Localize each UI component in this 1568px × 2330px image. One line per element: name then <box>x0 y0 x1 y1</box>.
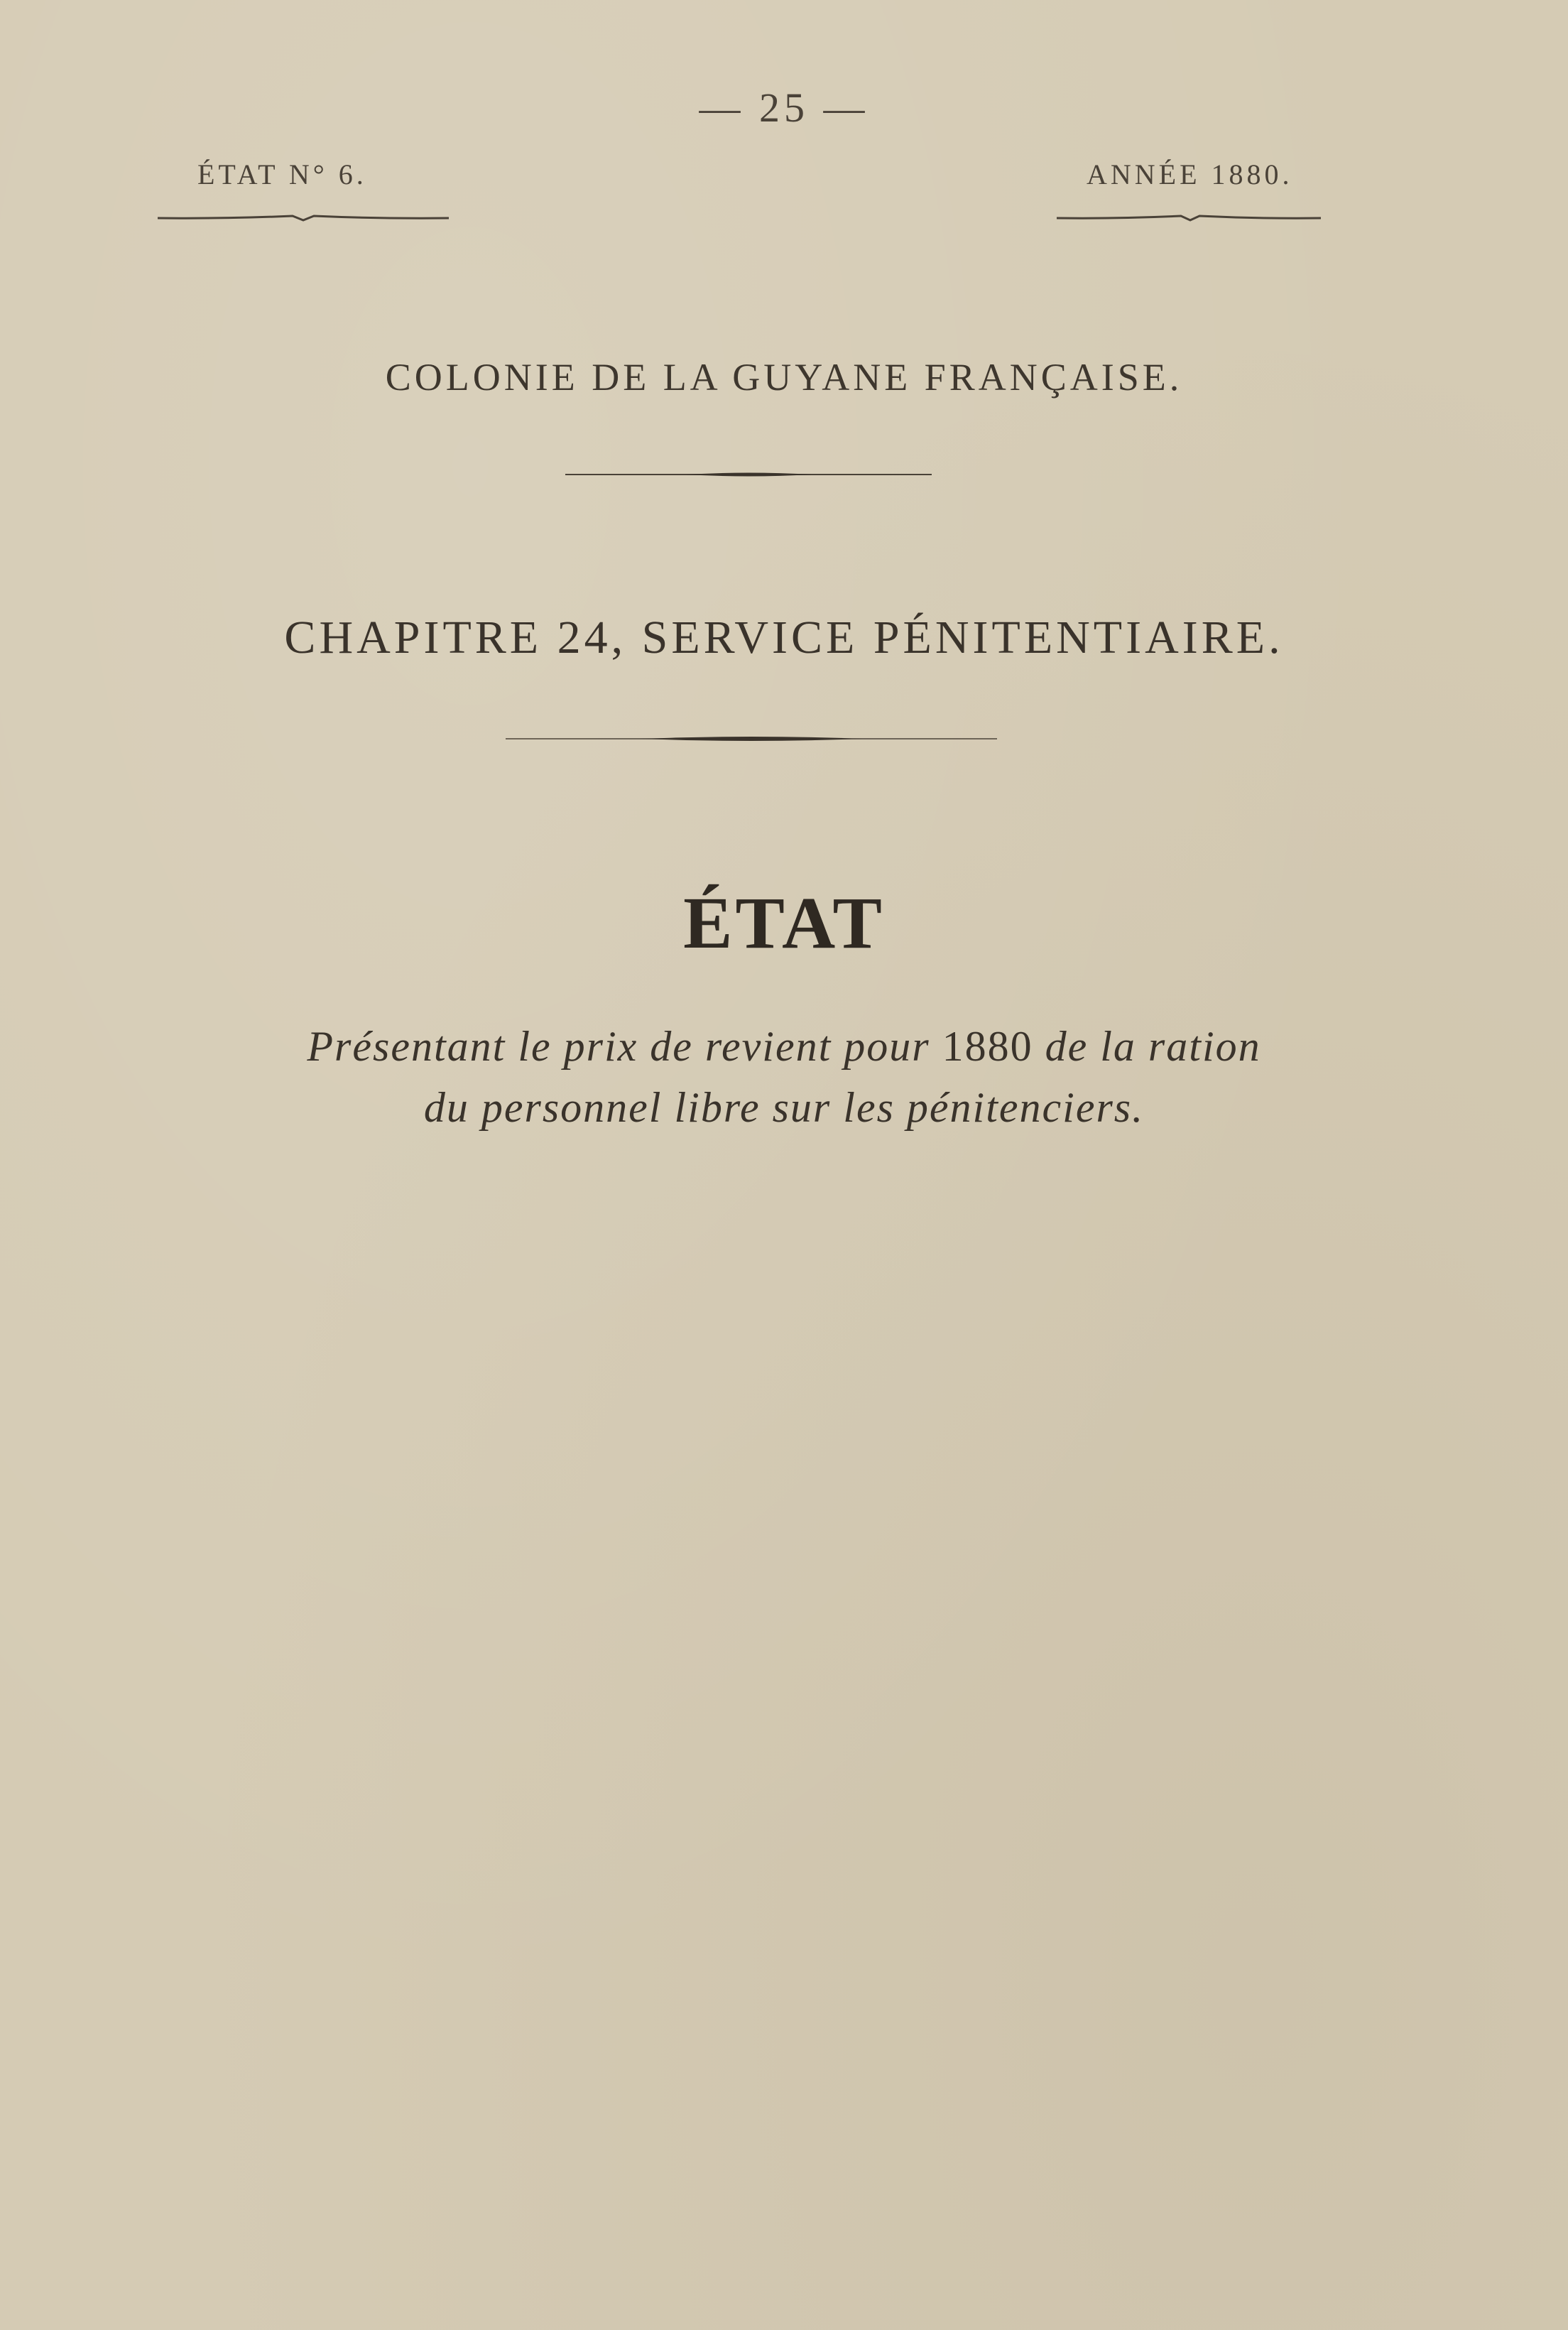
chapter-title: CHAPITRE 24, SERVICE PÉNITENTIAIRE. <box>284 612 1284 663</box>
subtitle-line-2: du personnel libre sur les pénitenciers. <box>423 1084 1145 1131</box>
subtitle-line-1 <box>0 1016 1568 1077</box>
subtitle-line-1-end: de la ration <box>1045 1023 1261 1070</box>
left-header-flourish <box>158 210 449 226</box>
right-header-flourish <box>1057 210 1321 226</box>
subtitle-line-1-text: Présentant le prix de revient pour <box>307 1023 930 1070</box>
colony-title: COLONIE DE LA GUYANE FRANÇAISE. <box>385 356 1183 399</box>
year-label: ANNÉE 1880. <box>1087 158 1293 190</box>
subtitle-year: 1880 <box>942 1023 1033 1070</box>
chapter-divider <box>506 733 997 744</box>
page-number: — 25 — <box>699 85 869 131</box>
title-divider <box>565 469 932 480</box>
state-number-label: ÉTAT N° 6. <box>197 158 367 190</box>
subtitle <box>0 1016 1568 1138</box>
etat-heading: ÉTAT <box>683 882 885 964</box>
